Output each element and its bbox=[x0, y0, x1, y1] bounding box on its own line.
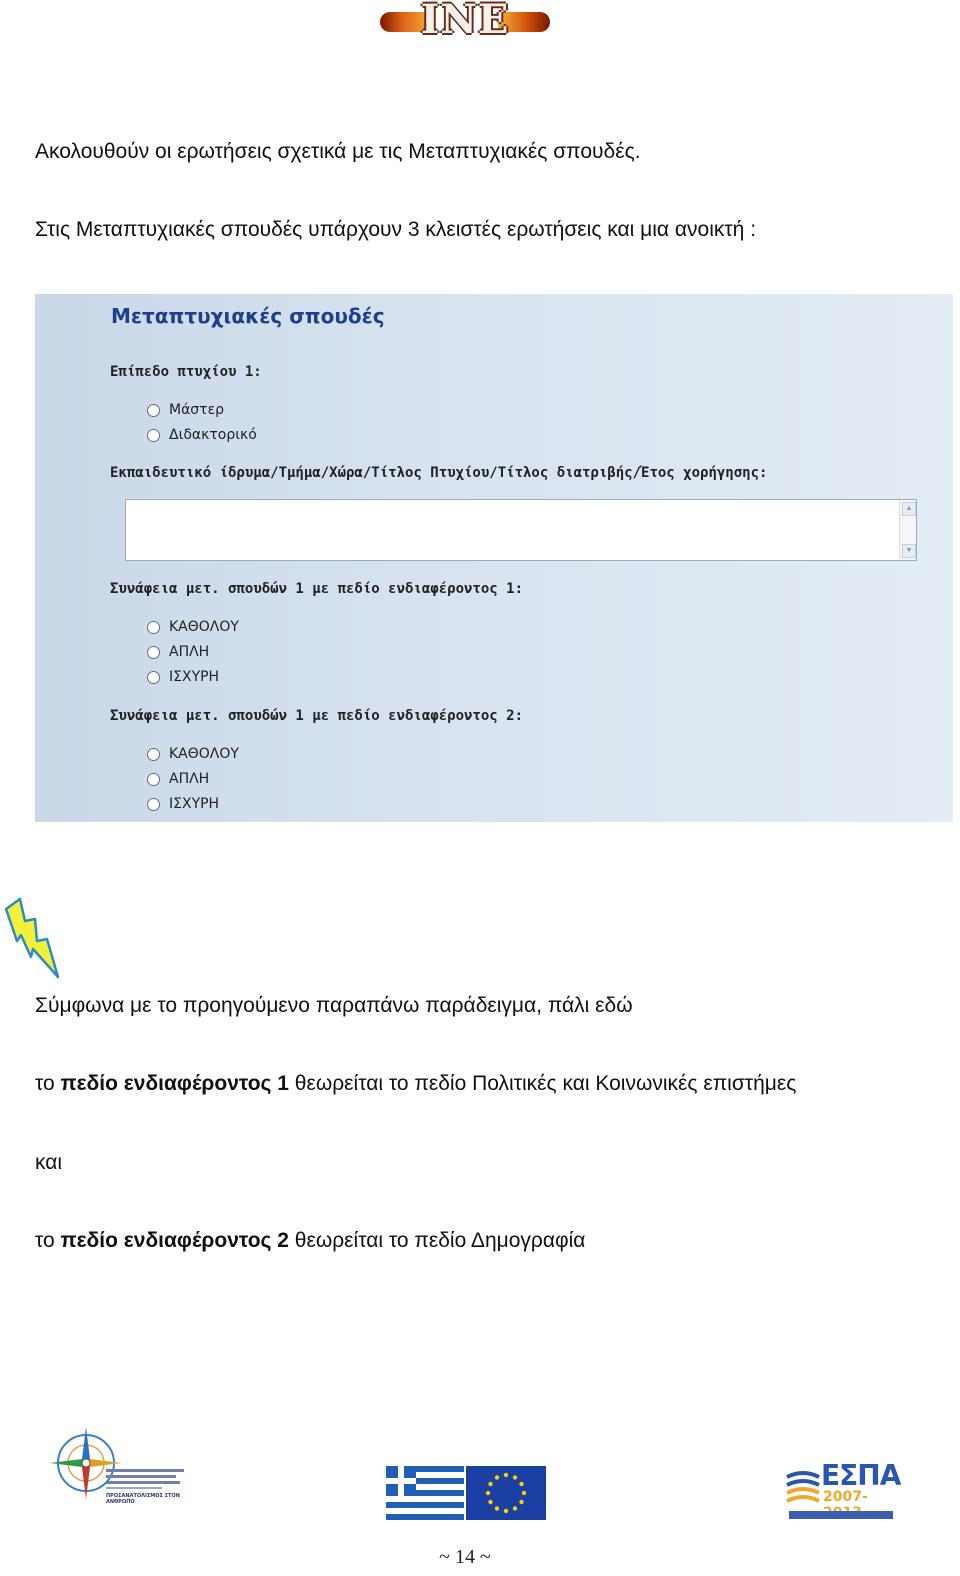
note-line-4-pre: το bbox=[35, 1229, 61, 1252]
flags-logo bbox=[386, 1466, 546, 1522]
radio-label: ΑΠΛΗ bbox=[169, 771, 210, 787]
radio-circle[interactable] bbox=[147, 404, 160, 417]
lightning-bolt-icon bbox=[3, 897, 61, 979]
radio-label: Μάστερ bbox=[169, 402, 225, 418]
intro-line-2: Στις Μεταπτυχιακές σπουδές υπάρχουν 3 κλειστές ερωτήσεις και μια ανοικτή : bbox=[35, 218, 757, 241]
note-line-2-pre: το bbox=[35, 1072, 61, 1095]
espa-logo bbox=[785, 1459, 901, 1523]
note-line-1: Σύμφωνα με το προηγούμενο παραπάνω παράδειγμα, πάλι εδώ bbox=[35, 994, 633, 1017]
header-logo bbox=[380, 0, 550, 44]
intro-line-1: Ακολουθούν οι ερωτήσεις σχετικά με τις Μεταπτυχιακές σπουδές. bbox=[35, 140, 641, 163]
radio-label: ΙΣΧΥΡΗ bbox=[169, 669, 220, 685]
compass-logo bbox=[48, 1423, 188, 1509]
q2-label: Εκπαιδευτικό ίδρυμα/Τμήμα/Χώρα/Τίτλος Πτυχίου/Τίτλος διατριβής/Έτος χορήγησης: bbox=[110, 465, 768, 481]
note-line-2 bbox=[35, 1071, 796, 1097]
radio-circle[interactable] bbox=[147, 429, 160, 442]
radio-circle[interactable] bbox=[147, 798, 160, 811]
eu-flag-icon bbox=[466, 1466, 546, 1520]
logo-text: INE bbox=[420, 0, 510, 43]
note-line-4 bbox=[35, 1228, 585, 1254]
radio-label: ΙΣΧΥΡΗ bbox=[169, 796, 220, 812]
greek-flag-icon bbox=[386, 1466, 464, 1520]
scroll-up-icon[interactable]: ▲ bbox=[902, 502, 916, 516]
form-title: Μεταπτυχιακές σπουδές bbox=[111, 304, 385, 328]
note-line-3: και bbox=[35, 1151, 63, 1174]
institution-textarea[interactable] bbox=[125, 499, 917, 561]
espa-bar bbox=[789, 1511, 893, 1519]
radio-label: ΚΑΘΟΛΟΥ bbox=[169, 619, 239, 635]
espa-title: ΕΣΠΑ bbox=[821, 1459, 901, 1492]
compass-caption: ΠΡΟΣΑΝΑΤΟΛΙΣΜΟΣ ΣΤΟΝ ΑΝΘΡΩΠΟ bbox=[106, 1493, 180, 1505]
espa-years: 2007- bbox=[823, 1489, 868, 1505]
radio-circle[interactable] bbox=[147, 773, 160, 786]
q3-label: Συνάφεια μετ. σπουδών 1 με πεδίο ενδιαφέροντος 1: bbox=[110, 581, 524, 597]
page-number: ~ 14 ~ bbox=[439, 1546, 491, 1568]
q4-label: Συνάφεια μετ. σπουδών 1 με πεδίο ενδιαφέροντος 2: bbox=[110, 708, 524, 724]
radio-label: ΚΑΘΟΛΟΥ bbox=[169, 746, 239, 762]
note-line-4-post: θεωρείται το πεδίο Δημογραφία bbox=[288, 1229, 586, 1252]
radio-circle[interactable] bbox=[147, 646, 160, 659]
radio-circle[interactable] bbox=[147, 671, 160, 684]
radio-label: ΑΠΛΗ bbox=[169, 644, 210, 660]
interest-field-1: πεδίο ενδιαφέροντος 1 bbox=[60, 1072, 289, 1095]
form-screenshot bbox=[35, 294, 953, 822]
scroll-down-icon[interactable]: ▼ bbox=[902, 544, 916, 558]
radio-circle[interactable] bbox=[147, 621, 160, 634]
radio-label: Διδακτορικό bbox=[169, 427, 257, 443]
q1-label: Επίπεδο πτυχίου 1: bbox=[110, 364, 262, 380]
espa-waves-icon bbox=[785, 1467, 821, 1507]
note-line-2-post: θεωρείται το πεδίο Πολιτικές και Κοινωνικές επιστήμες bbox=[288, 1072, 797, 1095]
textarea-scrollbar[interactable] bbox=[899, 500, 916, 560]
interest-field-2: πεδίο ενδιαφέροντος 2 bbox=[60, 1229, 289, 1252]
radio-circle[interactable] bbox=[147, 748, 160, 761]
